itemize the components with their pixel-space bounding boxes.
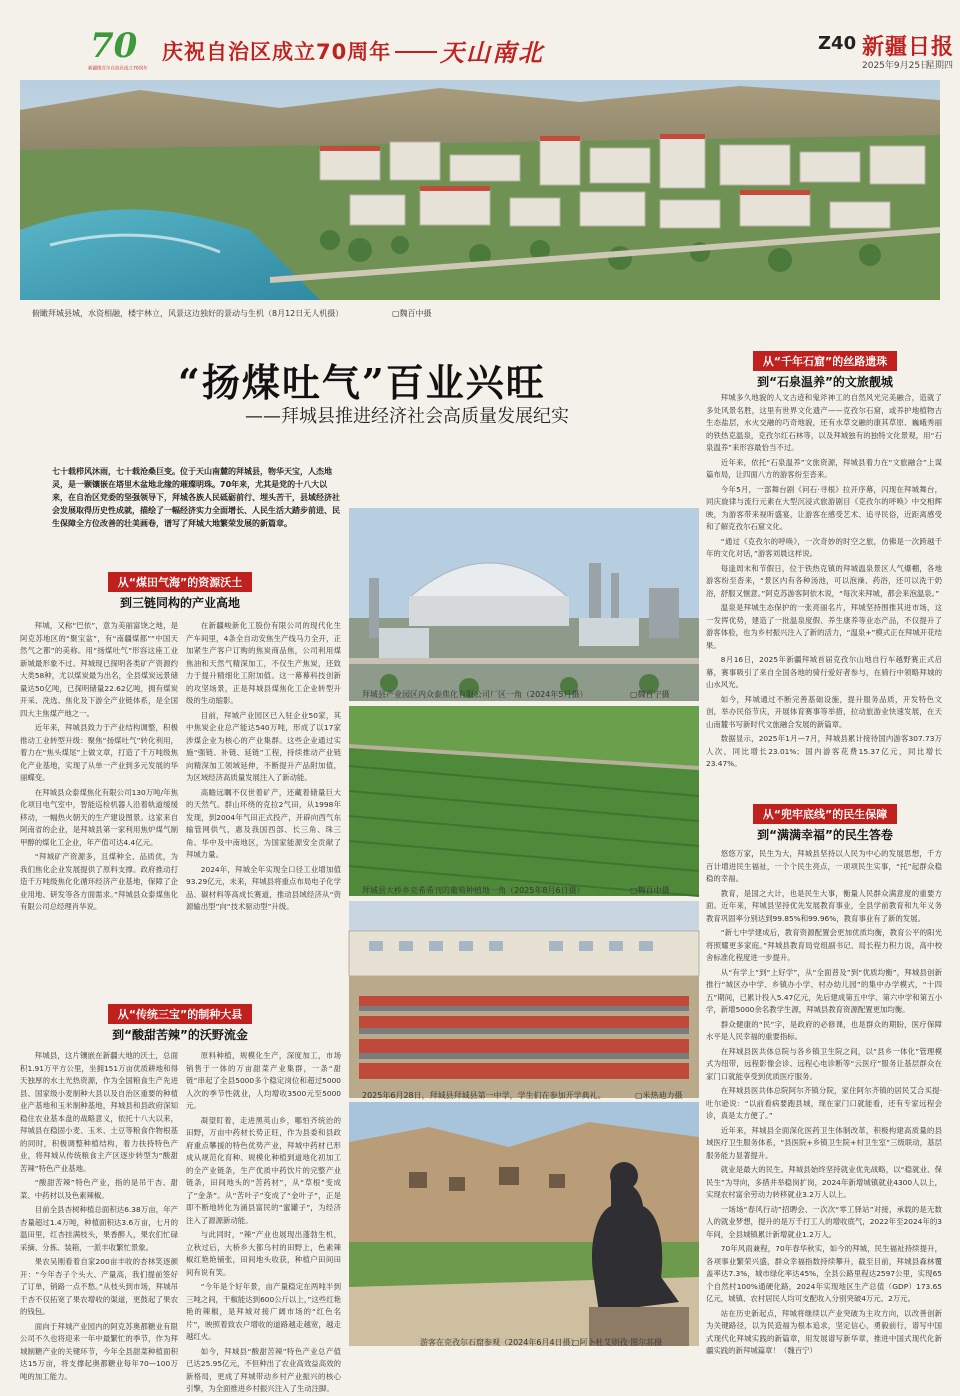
section-2-subtitle: 到“酸甜苦辣”的沃野流金 (112, 1028, 248, 1042)
paragraph: 在拜城县医共体总院阿尔齐镇分院，家住阿尔齐镇的居民艾合买提·吐尔逊说：“以前看病要跑县城，现在家门口就能看，还有专家远程会诊，真是太方便了。” (706, 1086, 942, 1120)
paragraph: “拜城矿产资源多，且煤种全、品质优，为我们焦化企业发展提供了原料支撑。政府推动打造千万吨级焦化化循环经济产业基地，保障了企业用地、研发等各方面需求。”拜城县众泰煤焦化有限公司总经理肖华说。 (20, 852, 178, 911)
farm-field-photo (349, 706, 699, 896)
section-header-3 (705, 350, 945, 390)
paragraph: 群众健康的“民”字，是政府的必修课，也是群众的期盼，医疗保障水平是人民幸福的重要指标。 (706, 1019, 942, 1041)
paragraph: 高瞻远瞩不仅世着矿产，还藏着储量巨大的天然气。群山环绕的克拉2气田，从1998年发现，到2004年气田正式投产，开辟向西气东输管网供气，惠及我国西部、长三角、珠三角、华中及中南地区，为国家能源安全贡献了拜城力量。 (186, 787, 341, 859)
column-1-text (20, 620, 178, 940)
article-lead: 七十载栉风沐雨，七十载沧桑巨变。位于天山南麓的拜城县，物华天宝，人杰地灵，是一颗镶嵌在塔里木盆地北缘的璀璨明珠。70年来，尤其是党的十八大以来，在自治区党委的坚强领导下，拜城各族人民砥砺前行、埋头苦干，县域经济社会发展取得历史性成就，描绘了一幅经济实力全面增长、人民生活大踏步前进、民生保障全方位改善的壮美画卷，谱写了拜城大地繁荣发展的新篇章。 (52, 467, 340, 528)
column-3-text (20, 1050, 178, 1381)
page-number: Z40 (818, 33, 857, 54)
paragraph: 如今，拜城县“酸甜苦辣”特色产业总产值已达25.95亿元，不但种出了农业高效益高效的新格局，更成了拜城带动乡村产业振兴的核心引擎，为全面推进乡村振兴注入了生动注脚。 (186, 1346, 341, 1393)
section-1-subtitle: 到三链同构的产业高地 (119, 596, 240, 610)
paragraph: 在拜城县众泰煤焦化有限公司130万吨/年焦化项目电气室中，智能巡检机器人沿着轨道缓缓移动，一幅热火朝天的生产建设图景。这家来自阿南省的企业，是拜城县第一家利用焦炉煤气制甲醇的煤化工企业，年产值可达4.4亿元。 (20, 787, 178, 847)
paragraph: 在新疆峻新化工股份有限公司的现代化生产车间里，4条全自动安焦生产线马力全开，正加紧生产客户订购的焦炭商品焦，公司利用煤焦油和天然气精深加工，不仅生产焦炭，还致力于提升精细化工附加值。这一幕幕科技创新的攻坚场景，正是拜城县煤焦化工企业转型升级的生动缩影。 (186, 621, 341, 705)
section-3-subtitle: 到“石泉温养”的文旅靓城 (757, 375, 893, 389)
issue-date: 2025年9月25日 (862, 61, 930, 71)
paragraph: 近年来，依托“石泉温养”文旅资源，拜城县着力在“文旅融合”上谋篇布局，让四面八方的游客纷至沓来。 (706, 457, 942, 479)
coking-plant-illustration (349, 508, 699, 701)
hero-photo-caption: 俯瞰拜城县城，水资相融，楼宇林立，风景这边独好的景动与生机（8月12日无人机摄） (32, 309, 344, 318)
paragraph: “酸甜苦辣”特色产业，指的是吊干杏、甜菜、中药材以及色素辣椒。 (20, 1178, 178, 1200)
school-ceremony-credit: ▢米热迪力摄 (635, 1091, 683, 1100)
section-1-bar: 从“煤田气海”的资源沃土 (108, 572, 252, 592)
paragraph: 2024年，拜城全年实现全口径工业增加值93.29亿元，未来，拜城县将重点布局电子化学品、碳材料等高成长赛道，推动县域经济从“资源输出型”向“技术驱动型”升级。 (186, 864, 341, 911)
grotto-caption: 游客在克孜尔石窟参观（2024年6月4日摄） (420, 1338, 579, 1347)
header-slogan-cursive: 天山南北 (440, 38, 544, 67)
farm-field-illustration (349, 706, 699, 896)
coking-plant-credit: ▢魏百宁摄 (630, 690, 670, 699)
paragraph: 数据显示，2025年1月—7月，拜城县累计接待国内游客307.73万人次，同比增长23.01%；国内游客花费15.37亿元，同比增长23.47%。 (706, 734, 942, 768)
paragraph: 果农吴刚看着自家200亩丰收的杏林笑逐颜开：“今年杏子个头大、产量高，我们提前签好了订单，销路一点不愁。”从枝头到市场，拜城吊干杏不仅拓宽了果农增收的渠道，更鼓起了果农的钱包。 (20, 1257, 178, 1316)
paragraph: 原料种植，规模化生产，深度加工，市场销售于一体的万亩甜菜产业集群，一条“甜链”串起了全县5000多个稳定岗位和超过5000人次的季节性就业，人均增收3500元至5000元。 (186, 1051, 341, 1110)
coking-plant-photo (349, 508, 699, 701)
section-header-2 (20, 1003, 340, 1043)
section-3-bar: 从“千年石窟”的丝路遗珠 (753, 351, 897, 371)
grotto-illustration (349, 1102, 699, 1346)
hero-aerial-photo (20, 80, 940, 300)
school-ceremony-caption: 2025年6月28日，拜城县拜城县第一中学，学生们在参加开学典礼。 (362, 1091, 606, 1100)
grotto-credit: ▢阿卜杜艾则孜·图尔荪摄 (572, 1338, 663, 1347)
paragraph: 今年5月，一部舞台剧《问石·寻根》拉开序幕，闪现在拜城舞台，同庆旋律与流行元素在大型沉浸式旅游剧目《克孜尔的呼唤》中交相辉映，为游客带来视听盛宴，让游客在感受艺术、追寻民俗，近距离感受和了解克孜尔石窟文化。 (706, 484, 942, 531)
paragraph: 就业是最大的民生。拜城县始终坚持就业优先战略，以“稳就业、保民生”为导向，多措并举稳岗扩岗，2024年新增城镇就业4300人以上，实现农村富余劳动力转移就业3.2万人以上。 (706, 1165, 942, 1199)
aerial-city-illustration (20, 80, 940, 300)
school-ceremony-illustration (349, 901, 699, 1098)
anniversary-logo (88, 28, 158, 70)
page-header (0, 0, 960, 78)
paragraph: 70年风雨兼程，70年春华秋实，如今的拜城，民生福祉持续提升，各项事业繁荣兴盛，群众幸福指数持续攀升，截至目前，拜城县森林覆盖率达7.3%，城市绿化率达45%，全县公路里程达2597公里，实现65个自然村100%通硬化路，2024年实现地区生产总值（GDP）173.65亿元，城镇、农村居民人均可支配收入分别突破4万元、2万元。 (706, 1244, 942, 1303)
paragraph: 与此同时，“辣”产业也展现出蓬勃生机，立秋过后，大桥乡大都乌村的田野上，色素辣椒红艳艳铺张，田间地头收获，种植户田间田间有说有笑。 (186, 1230, 341, 1277)
farm-field-caption: 拜城县大桥乡克希希刊的葡萄种植地一角（2025年8月6日摄） (362, 886, 585, 895)
paragraph: 近年来，拜城县全面深化医药卫生体制改革，积极构建高质量的县域医疗卫生服务体系，“县医院+乡镇卫生院+村卫生室”三级联动，基层服务能力显著提升。 (706, 1125, 942, 1160)
coking-plant-caption: 拜城县产业园区内众泰焦化有限公司厂区一角（2024年5月摄） (362, 690, 588, 699)
article-subtitle: ——拜城县推进经济社会高质量发展纪实 (245, 406, 569, 427)
paragraph: “新七中学建成后，教育资源配置会更加优质均衡，教育公平的阳光将照耀更多家庭。”拜城县教育局党组副书记、局长程力积力说，高中校舍标准化程度进一步提升。 (706, 928, 942, 962)
section-4-bar: 从“兜牢底线”的民生保障 (753, 804, 897, 824)
paragraph: 温泉是拜城生态保护的一张亮丽名片，拜城坚持围推其进市场，这一发挥优势，建造了一批温泉度假、养生康养等业态产品，不仅提升了游客体验，也为乡村振兴注入了新的活力，“温泉+”模式正在拜城开花结果。 (706, 603, 942, 650)
paragraph: 拜城多久地貌的人文古迹和鬼斧神工的自然风光完美融合，造就了多处风景名胜，这里有世界文化遗产——克孜尔石窟，或养护地植物古生态盐层，水火交融的巧奇地貌，还有水草交融的康其草原、巍峨秀丽的铁热克温泉，克孜尔红石林等，以及拜城独有的独特文化景观，用“石泉温养”来形容最恰当不过。 (706, 393, 942, 452)
paragraph: 凝望盯着，走进黑英山乡，哪怕齐统治的田野，万亩中药材长势正旺，作为县委和县政府重点攀援的特色优势产业，拜城中药材已形成从规范化育种、规模化种植到道地化初加工的全产业链条，生产优质中药饮片的完整产业链条，田间地头的“苦药材”，从“草根”变成了“金条”。从“苦叶子”变成了“金叶子”，正是即不断地转化为涌县富民的“蜜罐子”，为经济注入了源源新动能。 (186, 1115, 341, 1225)
paragraph: 在拜城县医共体总院与各乡镇卫生院之间，以“县乡一体化”管理模式为纽带，远程影像会诊、远程心电诊断等“云医疗”服务让基层群众在家门口就能享受到优质医疗服务。 (706, 1046, 942, 1081)
logo-number: 70 (90, 26, 138, 66)
section-header-4 (705, 803, 945, 843)
school-ceremony-photo (349, 901, 699, 1098)
paragraph: 拜城，又称“巴依”，意为美丽富饶之地，是阿克苏地区的“聚宝盆”，有“南疆煤都”“中国天然气之都”的美称。用“扬煤吐气”形容这座工业新城最形象不过。拜城现已探明各类矿产资源约大类58种，尤以煤炭最为出名，全县煤炭远景储量达50亿吨，已探明储量22.62亿吨，拥有煤炭开采、洗选、焦化及下游全产业链体系，是全国四大主焦煤产地之一。 (20, 621, 178, 718)
section-header-1 (20, 571, 340, 611)
paragraph: 站在历史新起点，拜城将继续以产业突破为主攻方向，以改善创新为关键路径，以为民造福为根本追求，坚定信心，勇毅前行，谱写中国式现代化拜城实践的新篇章，用发展谱写新华章，推进中国式现代化新疆实践的新拜城篇章！（魏百宁） (706, 1308, 942, 1355)
paragraph: 目前全县杏树种植总面积达6.38万亩，年产杏量超过1.4万吨，种植面积达3.6万亩，七月的温田里，红杏挂满枝头，果香醉人，果农们忙碌采摘、分拣、装箱，一派丰收繁忙景象。 (20, 1205, 178, 1252)
paragraph: 如今，拜城通过不断完善基础设施，提升服务品质，开发特色文创，举办民俗节庆，开展体育赛事等举措，拉动旅游业快速发展，在天山南麓书写新时代文旅融合发展的新篇章。 (706, 694, 942, 729)
paragraph: 目前，拜城产业园区已入驻企业50家，其中焦炭企业总产能达540万吨，形成了以17家涉煤企业为核心的产业集群。这些企业通过实施“强链、补链、延链”工程，持续推动产业链向精深加工领域延伸，不断提升产品附加值，为区域经济高质量发展注入了新动能。 (186, 710, 341, 782)
paragraph: 拜城县，这片镶嵌在新疆大地的沃土，总面积1.91万平方公里，坐拥151万亩优质耕地和得天独厚的水土光热资源，作为全国粮食生产先进县、国家级小麦制种大县以及自治区重要的种植业产基地和玉米制种基地，拜城县和县政府深知稳住农业基本盘的战略意义，依托十八大以来，拜城县在稳固小麦、玉米、土豆等粮食作物根基的同时，积极调整种植结构，着力扶持特色产业，将拜城从传统粮食主产区逐步转型为“酸甜苦辣”特色产业基地。 (20, 1051, 178, 1173)
paragraph: 8月16日，2025年新疆拜城首届克孜尔山地自行车越野赛正式启幕，赛事吸引了来自全国各地的骑行爱好者参与，在骑行中领略拜城的山水风光。 (706, 655, 942, 689)
hero-photo-credit: ▢魏百中摄 (392, 309, 432, 318)
column-4-text (186, 1050, 341, 1393)
column-5a-text (706, 392, 942, 768)
column-2-text (186, 620, 341, 940)
farm-field-credit: ▢魏百中摄 (630, 886, 670, 895)
paragraph: 近年来，拜城县致力于产业结构调整，积极推动工业转型升级：聚焦“扬煤吐气”转化利用，着力在“焦头煤尾”上做文章，打造了千万吨级焦化产业基地，实现了从单一产业到多元发展的华丽蝶变。 (20, 723, 178, 782)
paragraph: 教育，是国之大计，也是民生大事，衡量人民群众满意度的重要方面。近年来，拜城县坚持优先发展教育事业，全县学前教育和九年义务教育巩固率分别达到99.85%和99.96%，教育事业有了新的发展。 (706, 888, 942, 923)
header-slogan: 庆祝自治区成立70周年 (162, 40, 392, 64)
paragraph: 一场场“春风行动”招聘会、一次次“零工驿站”对接，承载的是无数人的就业梦想，提升的是万千打工人的增收底气，2022年至2024年的3年间，全县城镇累计新增就业1.2万人。 (706, 1204, 942, 1239)
paragraph: “今年是个好年景，亩产量稳定在两吨半到三吨之间，干椒能达到600公斤以上，”这些红艳艳的辣椒，是拜城对接广阔市场的“红色名片”，映照着致农户增收的道路越走越宽，越走越红火。 (186, 1282, 341, 1341)
paragraph: 从“有学上”到“上好学”，从“全面普及”到“优质均衡”，拜城县创新推行“城区办中学、乡镇办小学、村办幼儿园”的集中办学模式，“十四五”期间，已累计投入5.47亿元，先后建成第五中学、第六中学和第五小学，新增5000余名教学生源，拜城县教育资源配置更加均衡。 (706, 967, 942, 1014)
paragraph: 每逢周末和节假日，位于铁热克镇的拜城温泉景区人气爆棚，各地游客纷至沓来，“景区内有各种汤池，可以泡澡、药浴，还可以洗干奶浴，舒服又惬意。”阿克苏游客阿依木说，“每次来拜城，都会来泡温泉。” (706, 563, 942, 598)
paragraph: 悠悠万家，民生为大，拜城县坚持以人民为中心的发展思想，千方百计增进民生福祉，一个个民生亮点，一项项民生实事，“托”起群众稳稳的幸福。 (706, 849, 942, 883)
section-4-subtitle: 到“满满幸福”的民生答卷 (757, 828, 893, 842)
article-title: “扬煤吐气”百业兴旺 (178, 360, 546, 405)
section-2-bar: 从“传统三宝”的制种大县 (108, 1004, 252, 1024)
column-5b-text (706, 848, 942, 1353)
logo-subtitle: 新疆维吾尔自治区成立70周年 (88, 65, 148, 71)
paragraph: “通过《克孜尔的呼唤》，一次奇妙的时空之旅，仿佛是一次跨越千年的文化对话，”游客刘晨这样说。 (706, 536, 942, 558)
issue-weekday: 星期四 (926, 61, 954, 71)
newspaper-name: 新疆日报 (862, 34, 955, 60)
slogan-divider (395, 51, 437, 53)
grotto-photo (349, 1102, 699, 1346)
paragraph: 面向于拜城产业园内的阿克苏奥都糖业有限公司不久也将迎来一年中最繁忙的季节，作为拜城制糖产业的关键环节，今年全县甜菜种植面积达15万亩，将支撑起奥都糖业每年70—100万吨的加工能力。 (20, 1321, 178, 1381)
